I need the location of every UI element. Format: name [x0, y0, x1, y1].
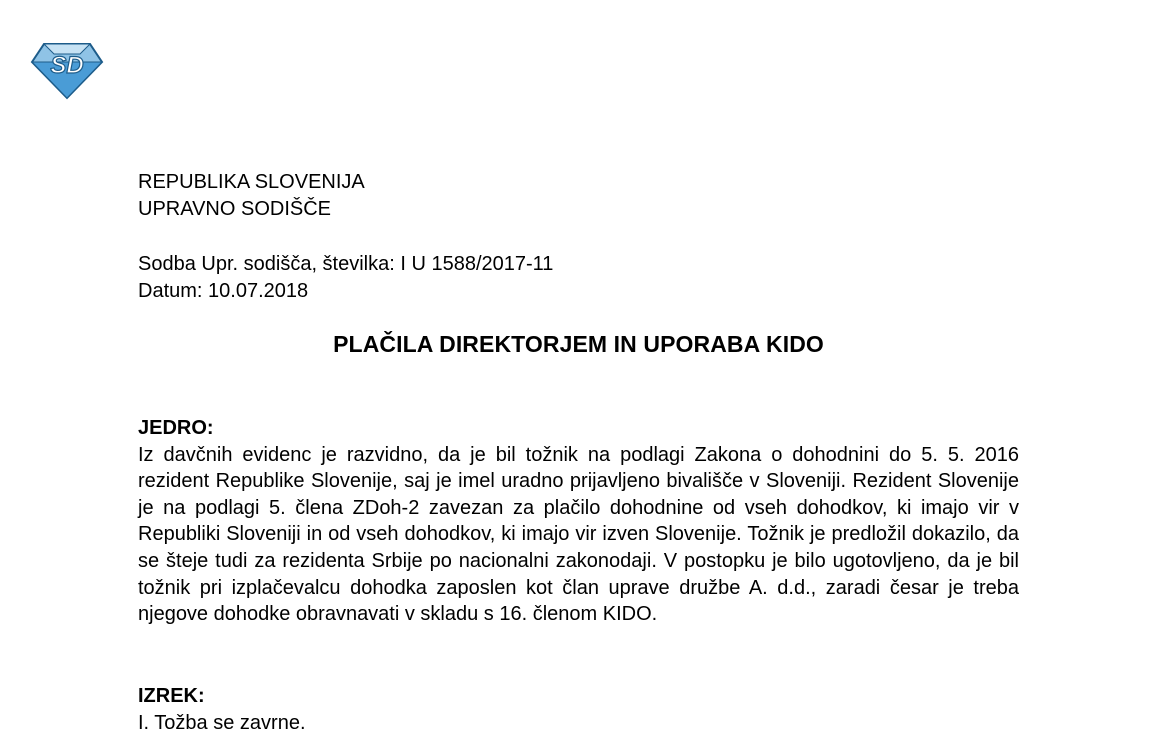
izrek-heading: IZREK:: [138, 685, 205, 707]
court-header: [138, 169, 365, 223]
izrek-item: I. Tožba se zavrne.: [138, 711, 306, 734]
sd-diamond-logo-icon: [30, 40, 104, 100]
jedro-heading: JEDRO:: [138, 417, 214, 439]
jedro-section: [138, 415, 1019, 628]
logo-lettering: SD: [50, 52, 84, 79]
judgment-date: Datum: 10.07.2018: [138, 280, 309, 302]
document-title: PLAČILA DIREKTORJEM IN UPORABA KIDO: [333, 331, 824, 357]
republic-name: REPUBLIKA SLOVENIJA: [138, 171, 365, 193]
case-number: Sodba Upr. sodišča, številka: I U 1588/2017-11: [138, 253, 554, 275]
jedro-paragraph: Iz davčnih evidenc je razvidno, da je bil tožnik na podlagi Zakona o dohodnini do 5. 5. 2016 rezident Republike Slovenije, saj je imel uradno prijavljeno bivališče v Sloveniji. Rezident Slovenije je na podlagi 5. člena ZDoh-2 zavezan za plačilo dohodnine od vseh dohodkov, ki imajo vir v Republiki Sloveniji in od vseh dohodkov, ki imajo vir izven Slovenije. Tožnik je predložil dokazilo, da se šteje tudi za rezidenta Srbije po nacionalni zakonodaji. V postopku je bilo ugotovljeno, da je bil tožnik pri izplačevalcu dohodka zaposlen kot član uprave družbe A. d.d., zaradi česar je treba njegove dohodke obravnavati v skladu s 16. členom KIDO.: [138, 443, 1019, 626]
izrek-section: [138, 683, 1019, 736]
court-name: UPRAVNO SODIŠČE: [138, 198, 331, 220]
case-reference: [138, 251, 553, 305]
